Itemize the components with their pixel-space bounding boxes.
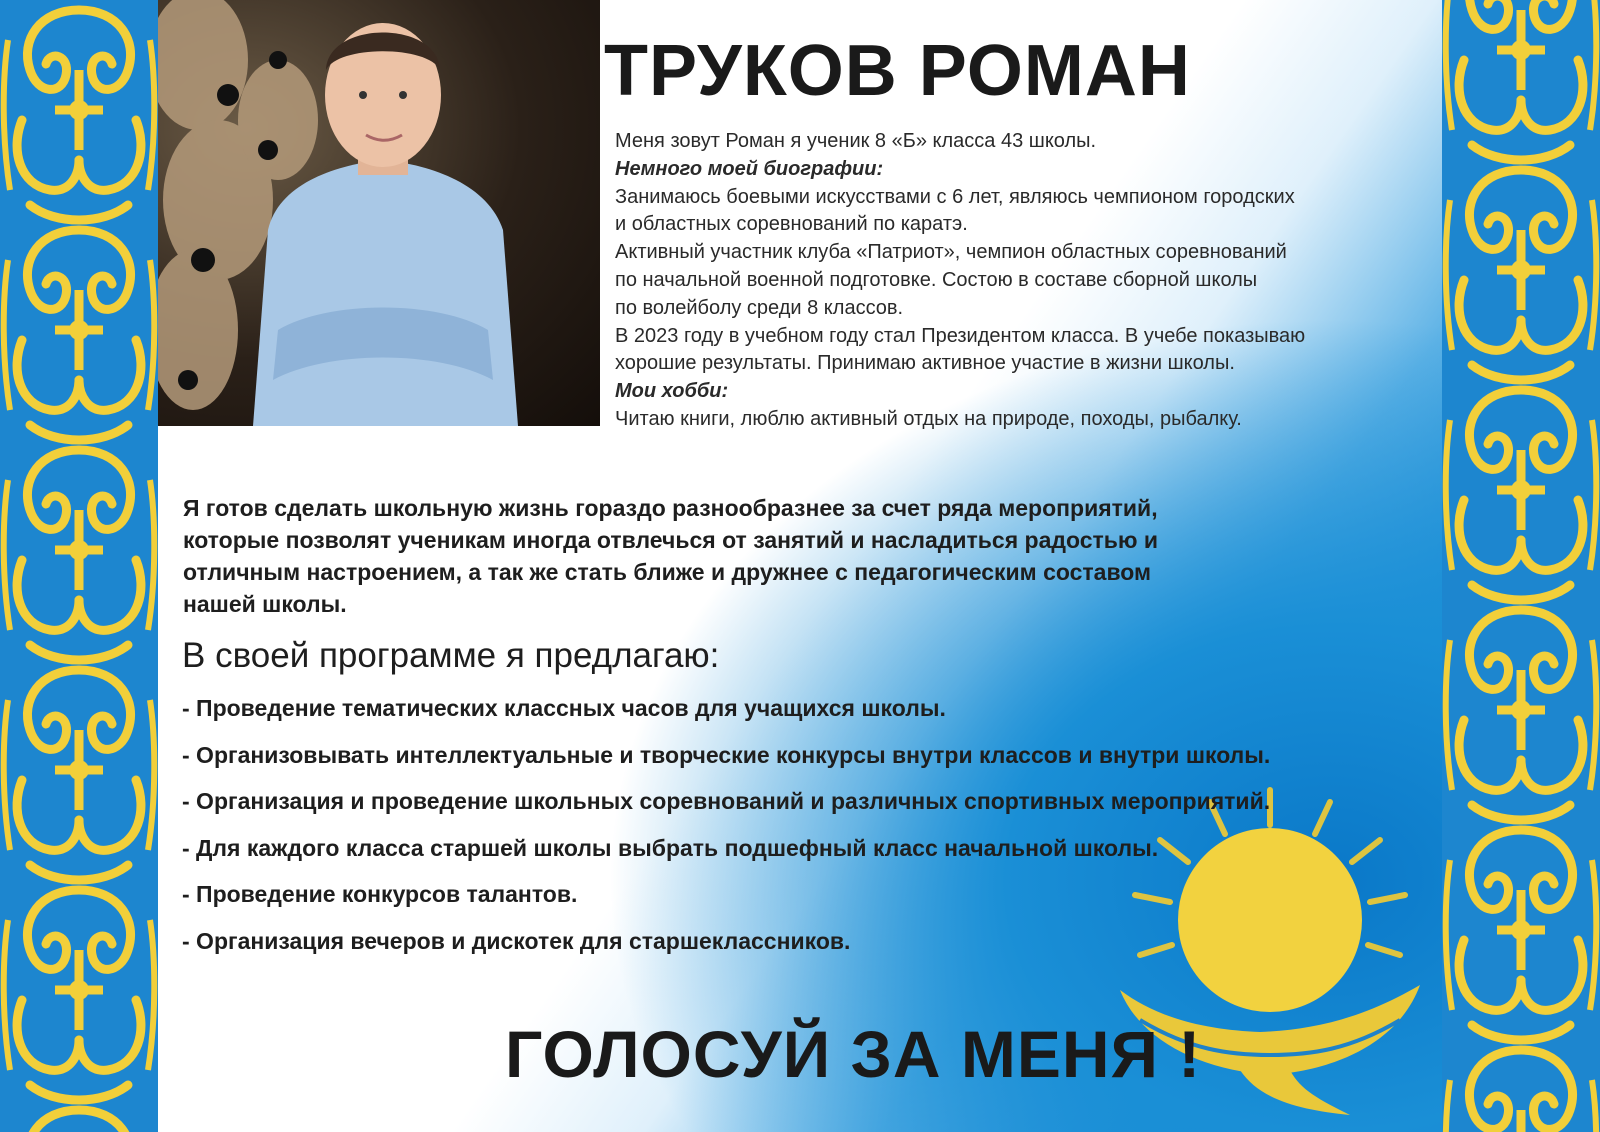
- kazakh-ornament-icon: [1442, 0, 1600, 1132]
- bio-line: Занимаюсь боевыми искусствами с 6 лет, являюсь чемпионом городских: [615, 185, 1295, 208]
- intro-line: Я готов сделать школьную жизнь гораздо разнообразнее за счет ряда мероприятий,: [183, 495, 1158, 521]
- biography-heading: Немного моей биографии:: [615, 157, 884, 180]
- kazakh-ornament-icon: [0, 0, 158, 1132]
- candidate-name: ТРУКОВ РОМАН: [604, 31, 1191, 111]
- program-item: - Для каждого класса старшей школы выбрать подшефный класс начальной школы.: [182, 834, 1159, 861]
- bio-line: В 2023 году в учебном году стал Президентом класса. В учебе показываю: [615, 324, 1306, 347]
- intro-line: отличным настроением, а так же стать ближе и дружнее с педагогическим составом: [183, 559, 1152, 585]
- bio-line: Активный участник клуба «Патриот», чемпион областных соревнований: [615, 241, 1287, 264]
- vote-slogan: ГОЛОСУЙ ЗА МЕНЯ !: [505, 1017, 1202, 1091]
- campaign-intro: [183, 492, 1383, 620]
- program-item: - Проведение конкурсов талантов.: [182, 881, 578, 907]
- bio-intro: Меня зовут Роман я ученик 8 «Б» класса 43 школы.: [615, 130, 1097, 152]
- bio-line: по начальной военной подготовке. Состою в составе сборной школы: [615, 268, 1258, 291]
- hobbies-text: Читаю книги, люблю активный отдых на природе, походы, рыбалку.: [615, 407, 1242, 430]
- bio-section: [615, 128, 1435, 434]
- program-item: - Организовывать интеллектуальные и творческие конкурсы внутри классов и внутри школы.: [182, 741, 1271, 768]
- intro-line: которые позволят ученикам иногда отвлечься от занятий и насладиться радостью и: [183, 527, 1159, 553]
- student-portrait-icon: [158, 0, 600, 426]
- student-photo: [158, 0, 600, 426]
- right-ornament-border: [1442, 0, 1600, 1132]
- bio-line: хорошие результаты. Принимаю активное участие в жизни школы.: [615, 352, 1235, 375]
- program-item: - Проведение тематических классных часов для учащихся школы.: [182, 695, 946, 721]
- program-item: - Организация и проведение школьных соревнований и различных спортивных мероприятий.: [182, 788, 1271, 814]
- program-item: - Организация вечеров и дискотек для старшеклассников.: [182, 927, 851, 954]
- bio-line: по волейболу среди 8 классов.: [615, 296, 904, 319]
- hobbies-heading: Мои хобби:: [615, 380, 729, 403]
- left-ornament-border: [0, 0, 158, 1132]
- bio-line: и областных соревнований по каратэ.: [615, 213, 968, 236]
- intro-line: нашей школы.: [183, 591, 347, 617]
- program-list: [182, 692, 1462, 971]
- program-heading: В своей программе я предлагаю:: [182, 636, 720, 675]
